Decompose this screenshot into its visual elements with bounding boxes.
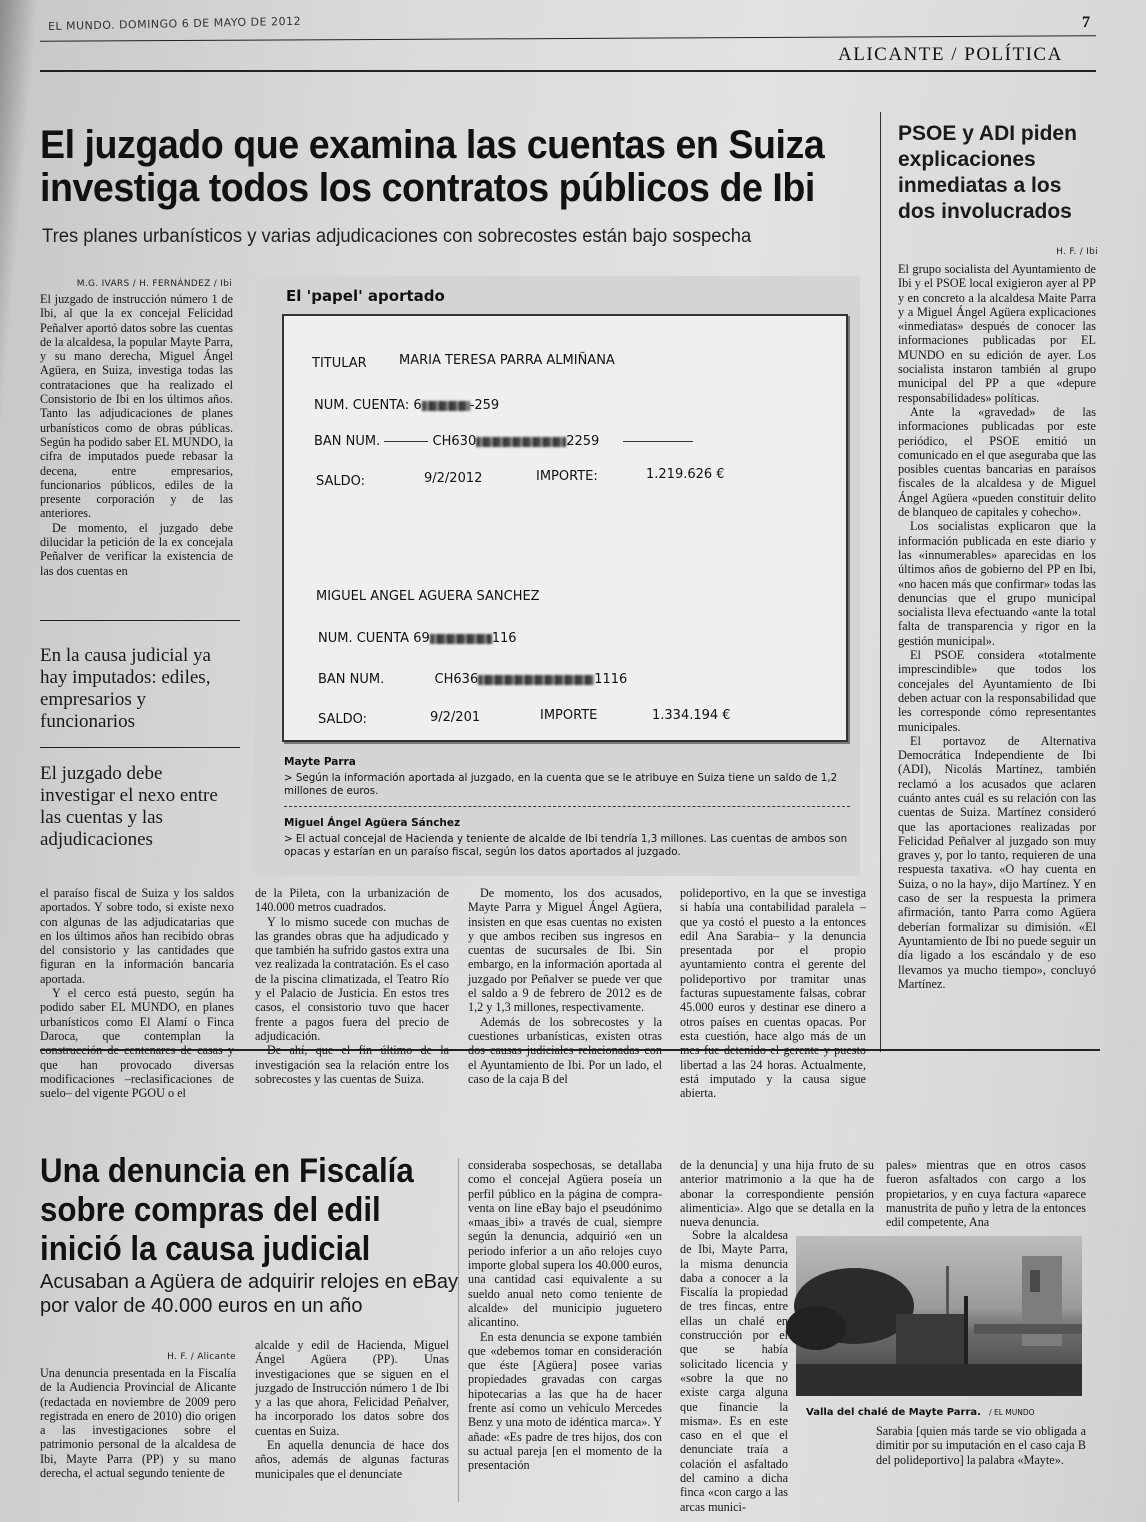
- second-col4: [680, 1158, 874, 1230]
- second-headline: Una denuncia en Fiscalía sobre compras del edil inició la causa judicial: [40, 1152, 414, 1268]
- main-col1-p1: El juzgado de instrucción número 1 de Ibi, al que la ex concejal Felicidad Peñalver aportó datos sobre las cuentas de la alcaldesa, la popular Mayte Parra, y su mano derecha, Miguel Ángel Agüera, en Suiza, investiga todas las contrataciones que ha realizado el Consistorio de Ibi en los últimos años. Tanto las adjudicaciones de planes urbanísticos como de obras públicas. Según ha podido saber EL MUNDO, la cifra de imputados puede rebasar la decena, entre empresarios, funcionarios públicos, ediles de la presente corporación y de las anteriores.: [40, 292, 233, 521]
- second-col5: [886, 1158, 1086, 1230]
- caption-aguera-text: > El actual concejal de Hacienda y teniente de alcalde de Ibi tendría 1,3 millones. Las cuentas de ambos son opacas y estarían en un paraíso fiscal, según los datos aportados al juzgado.: [284, 833, 848, 858]
- second-col2: [255, 1338, 449, 1502]
- doc-titular2-name: MIGUEL ANGEL AGUERA SANCHEZ: [316, 589, 540, 604]
- section-rule: [40, 70, 1096, 72]
- second-col3: [468, 1158, 662, 1502]
- redaction-mark: [476, 437, 566, 447]
- side-p5: El portavoz de Alternativa Democrática Independiente de Ibi (ADI), Nicolás Martínez, también reclamó a los acusados que aclaren cuánto antes cuál es su relación con las cuentas de Suiza. Martínez consideró que las aportaciones realizadas por Felicidad Peñalver al juzgado son muy graves y, por lo tanto, requieren de una respuesta taxativa. «O hay cuenta en Suiza, o no la hay», dijo Martínez. Y en caso de ser la respuesta la primera afirmación, tanto Parra como Agüera deberían formalizar su dimisión. «El Ayuntamiento de Ibi no puede seguir un día ligado a los escándalo y de eso llevamos ya mucho tiempo», concluyó Martínez.: [898, 733, 1096, 991]
- column-rule: [458, 1158, 459, 1502]
- doc-importe1-amount: 1.219.626 €: [646, 467, 725, 482]
- main-byline: M.G. IVARS / H. FERNÁNDEZ / Ibi: [76, 279, 232, 289]
- main-col-a-p2: Y el cerco está puesto, según ha podido saber EL MUNDO, en planes urbanísticos como El Alamí o Finca Daroca, que contemplan la que han provocado diversas modificaciones –reclasificaciones de suelo– del vigente PGOU o el: [40, 986, 234, 1101]
- doc-titular-label: TITULAR: [312, 356, 367, 371]
- doc-ban2-suffix: 1116: [594, 672, 628, 687]
- second-col2-p2: En aquella denuncia de hace dos años, además de algunas facturas municipales que el denunciate: [255, 1438, 449, 1481]
- side-p4: El PSOE considera «totalmente imprescindible» que todos los concejales del Ayuntamiento de Ibi deben actuar con la responsabilidad que les corresponde cómo representantes municipales.: [898, 648, 1096, 734]
- side-body: [898, 262, 1096, 1046]
- main-col-a: [40, 886, 234, 1101]
- redaction-mark: [478, 675, 594, 685]
- strike-line: [384, 441, 428, 442]
- pullquote-imputados: En la causa judicial ya hay imputados: ediles, empresarios y funcionarios: [40, 645, 211, 732]
- photo-illustration: [796, 1236, 1082, 1396]
- doc-cuenta1-label: NUM. CUENTA:: [314, 398, 410, 413]
- second-col5-p2: Sarabia [quien más tarde se vio obligada a dimitir por su imputación en el caso caja B del polideportivo] la palabra «Mayte».: [876, 1424, 1086, 1467]
- caption-mayte-text: > Según la información aportada al juzgado, en la cuenta que se le atribuye en Suiza tiene un saldo de 1,2 millones de euros.: [284, 772, 838, 797]
- second-col1-p1: Una denuncia presentada en la Fiscalía de la Audiencia Provincial de Alicante (redactada en noviembre de 2009 pero registrada en enero de 2010) dio origen a las investigaciones sobre el patrimonio personal de la alcaldesa de Ibi, Mayte Parra (PP) y su mano derecha, el actual segundo teniente de: [40, 1366, 236, 1481]
- side-byline: H. F. / Ibi: [1056, 247, 1098, 257]
- main-col-c-p2: Además de los sobrecostes y la cuestiones urbanísticas, existen otras el Ayuntamiento de Ibi. Por un lado, el caso de la caja B del: [468, 1014, 662, 1086]
- second-col1: [40, 1366, 236, 1502]
- doc-ban2-prefix: CH636: [434, 672, 479, 687]
- doc-ban1-label: BAN NUM.: [314, 434, 381, 449]
- doc-cuenta1: [314, 398, 499, 413]
- doc-ban1: [314, 434, 693, 449]
- main-col-b-p2: Y lo mismo sucede con muchas de las grandes obras que ha adjudicado y que también ha sufrido gastos extra una vez realizada la contratación. Es el caso de la piscina climatizada, el Teatro Río y el Palacio de Justicia. En estos tres casos, el consistorio tuvo que hacer frente a pagos fuera del precio de adjudicación.: [255, 914, 449, 1043]
- main-col-b: [255, 886, 449, 1086]
- pullquote-rule-mid: [40, 747, 240, 748]
- strike-line: [623, 441, 693, 442]
- main-headline-line1: El juzgado que examina las cuentas en Suiza: [40, 123, 825, 167]
- main-headline: [40, 124, 824, 210]
- main-col-a-p1: el paraíso fiscal de Suiza y los saldos aportados. Y sobre todo, si existe nexo con algunas de las adjudicatarias que en los últimos años han recibido obras del consistorio y las cantidades que figuran en la información bancaria aportada.: [40, 886, 234, 986]
- document-box-title: El 'papel' aportado: [286, 287, 445, 305]
- side-p1: El grupo socialista del Ayuntamiento de Ibi y el PSOE local exigieron ayer al PP y en concreto a la alcaldesa Maite Parra y a Miguel Ángel Agüera explicaciones «inmediatas» después de conocer las informaciones publicadas por EL MUNDO en su edición de ayer. Los socialista instaron también al grupo municipal del PP a que «depure responsabilidades» políticas.: [898, 262, 1096, 405]
- caption-divider: [284, 806, 850, 807]
- redaction-mark: [430, 634, 492, 644]
- doc-ban2-label: BAN NUM.: [318, 672, 385, 687]
- doc-cuenta1-suffix: -259: [469, 398, 500, 413]
- pullquote-nexo: El juzgado debe investigar el nexo entre las cuentas y las adjudicaciones: [40, 763, 218, 850]
- main-headline-line2: investiga todos los contratos públicos de Ibi: [40, 166, 815, 210]
- article-separator: [40, 1049, 1100, 1051]
- doc-ban1-prefix: CH630: [432, 434, 477, 449]
- main-col-b-p1: de la Pileta, con la urbanización de 140.000 metros cuadrados.: [255, 886, 449, 915]
- main-col1-p2: De momento, el juzgado debe dilucidar la petición de la ex concejala Peñalver de verificar la existencia de las dos cuentas en: [40, 520, 233, 578]
- document-box: [254, 276, 860, 876]
- photo-caption-text: Valla del chalé de Mayte Parra.: [806, 1407, 981, 1418]
- doc-importe1-label: IMPORTE:: [536, 469, 598, 484]
- second-col4b: [680, 1228, 788, 1514]
- caption-aguera-name: Miguel Ángel Agüera Sánchez: [284, 817, 461, 829]
- doc-importe2-label: IMPORTE: [540, 708, 598, 723]
- header-rule: [40, 35, 1096, 42]
- main-col-c: [468, 886, 662, 1086]
- doc-cuenta2: [318, 631, 517, 646]
- main-col1: [40, 292, 233, 608]
- doc-ban2: [318, 672, 627, 687]
- second-col5b: [876, 1424, 1086, 1502]
- paper-date: EL MUNDO. DOMINGO 6 DE MAYO DE 2012: [47, 14, 302, 33]
- second-byline: H. F. / Alicante: [167, 1352, 236, 1362]
- doc-cuenta2-label: NUM. CUENTA: [318, 631, 410, 646]
- main-col-b-p3: investigación sea la relación entre los sobrecostes y las cuentas de Suiza.: [255, 1057, 449, 1086]
- doc-cuenta1-prefix: 6: [413, 398, 422, 413]
- main-subheadline: Tres planes urbanísticos y varias adjudicaciones con sobrecostes están bajo sospecha: [42, 226, 752, 247]
- second-col4-p1: de la denuncia] y una hija fruto de su anterior matrimonio a la que ha de abonar la correspondiente pensión alimenticia». Algo que se detalla en la nueva denuncia.: [680, 1158, 874, 1230]
- doc-importe2-amount: 1.334.194 €: [652, 708, 731, 723]
- main-col-d: [680, 886, 866, 1101]
- second-subheadline: Acusaban a Agüera de adquirir relojes en eBay por valor de 40.000 euros en un año: [40, 1271, 459, 1317]
- second-col3-p2: En esta denuncia se expone también que «debemos tomar en consideración que éste [Agüera] posee varias propiedades gravadas con cargas hipotecarias a las que ha de hacer frente así como un vehículo Mercedes Benz y una moto de idéntica marca». Y añade: «Es padre de tres hijos, dos con su actual pareja [en el momento de la presentación: [468, 1329, 662, 1473]
- side-p3: Los socialistas explicaron que la información publicada en este diario y las «innumerables» aparecidas en los últimos años de gobierno del PP en Ibi, «no hacen más que confirmar» todas las denuncias que el grupo municipal socialista lleva efectuando «ante la total falta de transparencia y rigor en la gestión municipal».: [898, 519, 1096, 648]
- second-col4-p2: Sobre la alcaldesa de Ibi, Mayte Parra, la misma denuncia daba a conocer a la Fiscalía la propiedad de tres fincas, entre ellas un chalé en construcción por el que se había solicitado licencia y «sobre la que no existe carga alguna que financie la misma». Es en este caso en el que el denunciate traía a colación el asfaltado del camino a dicha finca «con cargo a las arcas munici-: [680, 1228, 788, 1514]
- redaction-mark: [422, 401, 470, 411]
- photo-caption: [806, 1400, 1035, 1419]
- caption-mayte-name: Mayte Parra: [284, 756, 356, 768]
- doc-saldo1-label: SALDO:: [316, 474, 366, 489]
- doc-saldo1-date: 9/2/2012: [424, 471, 483, 486]
- side-headline: PSOE y ADI piden explicaciones inmediatas a los dos involucrados: [898, 122, 1077, 223]
- photo-credit: / EL MUNDO: [989, 1408, 1035, 1417]
- bank-document: [282, 314, 848, 742]
- side-divider: [880, 112, 881, 1052]
- second-col3-p1: consideraba sospechosas, se detallaba como el concejal Agüera poseía un perfil público en la página de compra-venta on line eBay bajo el pseudónimo «maas_ibi» a través de cual, siempre según la denuncia, adquirió «en un periodo inferior a un año relojes cuyo importe global supera los 40.000 euros, una cantidad casi equivalente a su sueldo anual neto como teniente de alcalde» del municipio juguetero alicantino.: [468, 1158, 662, 1330]
- doc-saldo2-date: 9/2/201: [430, 710, 481, 725]
- chalet-fence-photo: [796, 1236, 1082, 1396]
- second-col5-p1: pales» mientras que en otros casos fueron asfaltados con cargo a los propietarios, y en cuya factura «aparece manustrita de puño y letra de la entonces edil competente, Ana: [886, 1158, 1086, 1230]
- main-col-d-p1: polideportivo, en la que se investiga si había una contabilidad paralela –que ya costó el puesto a la entonces edil Ana Sarabia– y la denuncia presentada por el propio ayuntamiento contra el gerente del polideportivo por tramitar unas facturas supuestamente falsas, cobrar 45.000 euros y destinar ese dinero a otros países en cuentas opacas. Por esta cuestión, hace algo más de un libertad a las 24 horas. Actualmente, está imputado y la causa sigue abierta.: [680, 886, 866, 1101]
- doc-cuenta2-suffix: 116: [491, 631, 517, 646]
- doc-titular-value: MARIA TERESA PARRA ALMIÑANA: [399, 353, 615, 368]
- doc-saldo2-label: SALDO:: [318, 712, 368, 727]
- doc-ban1-suffix: 2259: [566, 434, 600, 449]
- section-title: ALICANTE / POLÍTICA: [838, 44, 1063, 65]
- pullquote-rule-top: [40, 620, 240, 621]
- doc-cuenta2-prefix: 69: [413, 631, 430, 646]
- side-p2: Ante la «gravedad» de las informaciones publicadas por este periódico, el PSOE emitió un comunicado en el que aseguraba que las posibles cuentas bancarias en paraísos fiscales de la alcaldesa y de Miguel Ángel Agüera «pueden constituir delito de blanqueo de capitales y cohecho».: [898, 404, 1096, 520]
- second-col2-p1: alcalde y edil de Hacienda, Miguel Ángel Agüera (PP). Unas investigaciones que se siguen en el juzgado de Instrucción número 1 de Ibi y a las que ahora, Felicidad Peñalver, ha incorporado los datos sobre dos cuentas en Suiza.: [255, 1338, 449, 1438]
- page-number: 7: [1082, 14, 1090, 31]
- main-col-c-p1: De momento, los dos acusados, Mayte Parra y Miguel Ángel Agüera, insisten en que esas cuentas no existen y que ambos reciben sus ingresos en cuentas de sucursales de Ibi. Sin embargo, en la información aportada al juzgado por Peñalver se puede ver que el saldo a 9 de febrero de 2012 es de 1,2 y 1,3 millones, respectivamente.: [468, 886, 662, 1015]
